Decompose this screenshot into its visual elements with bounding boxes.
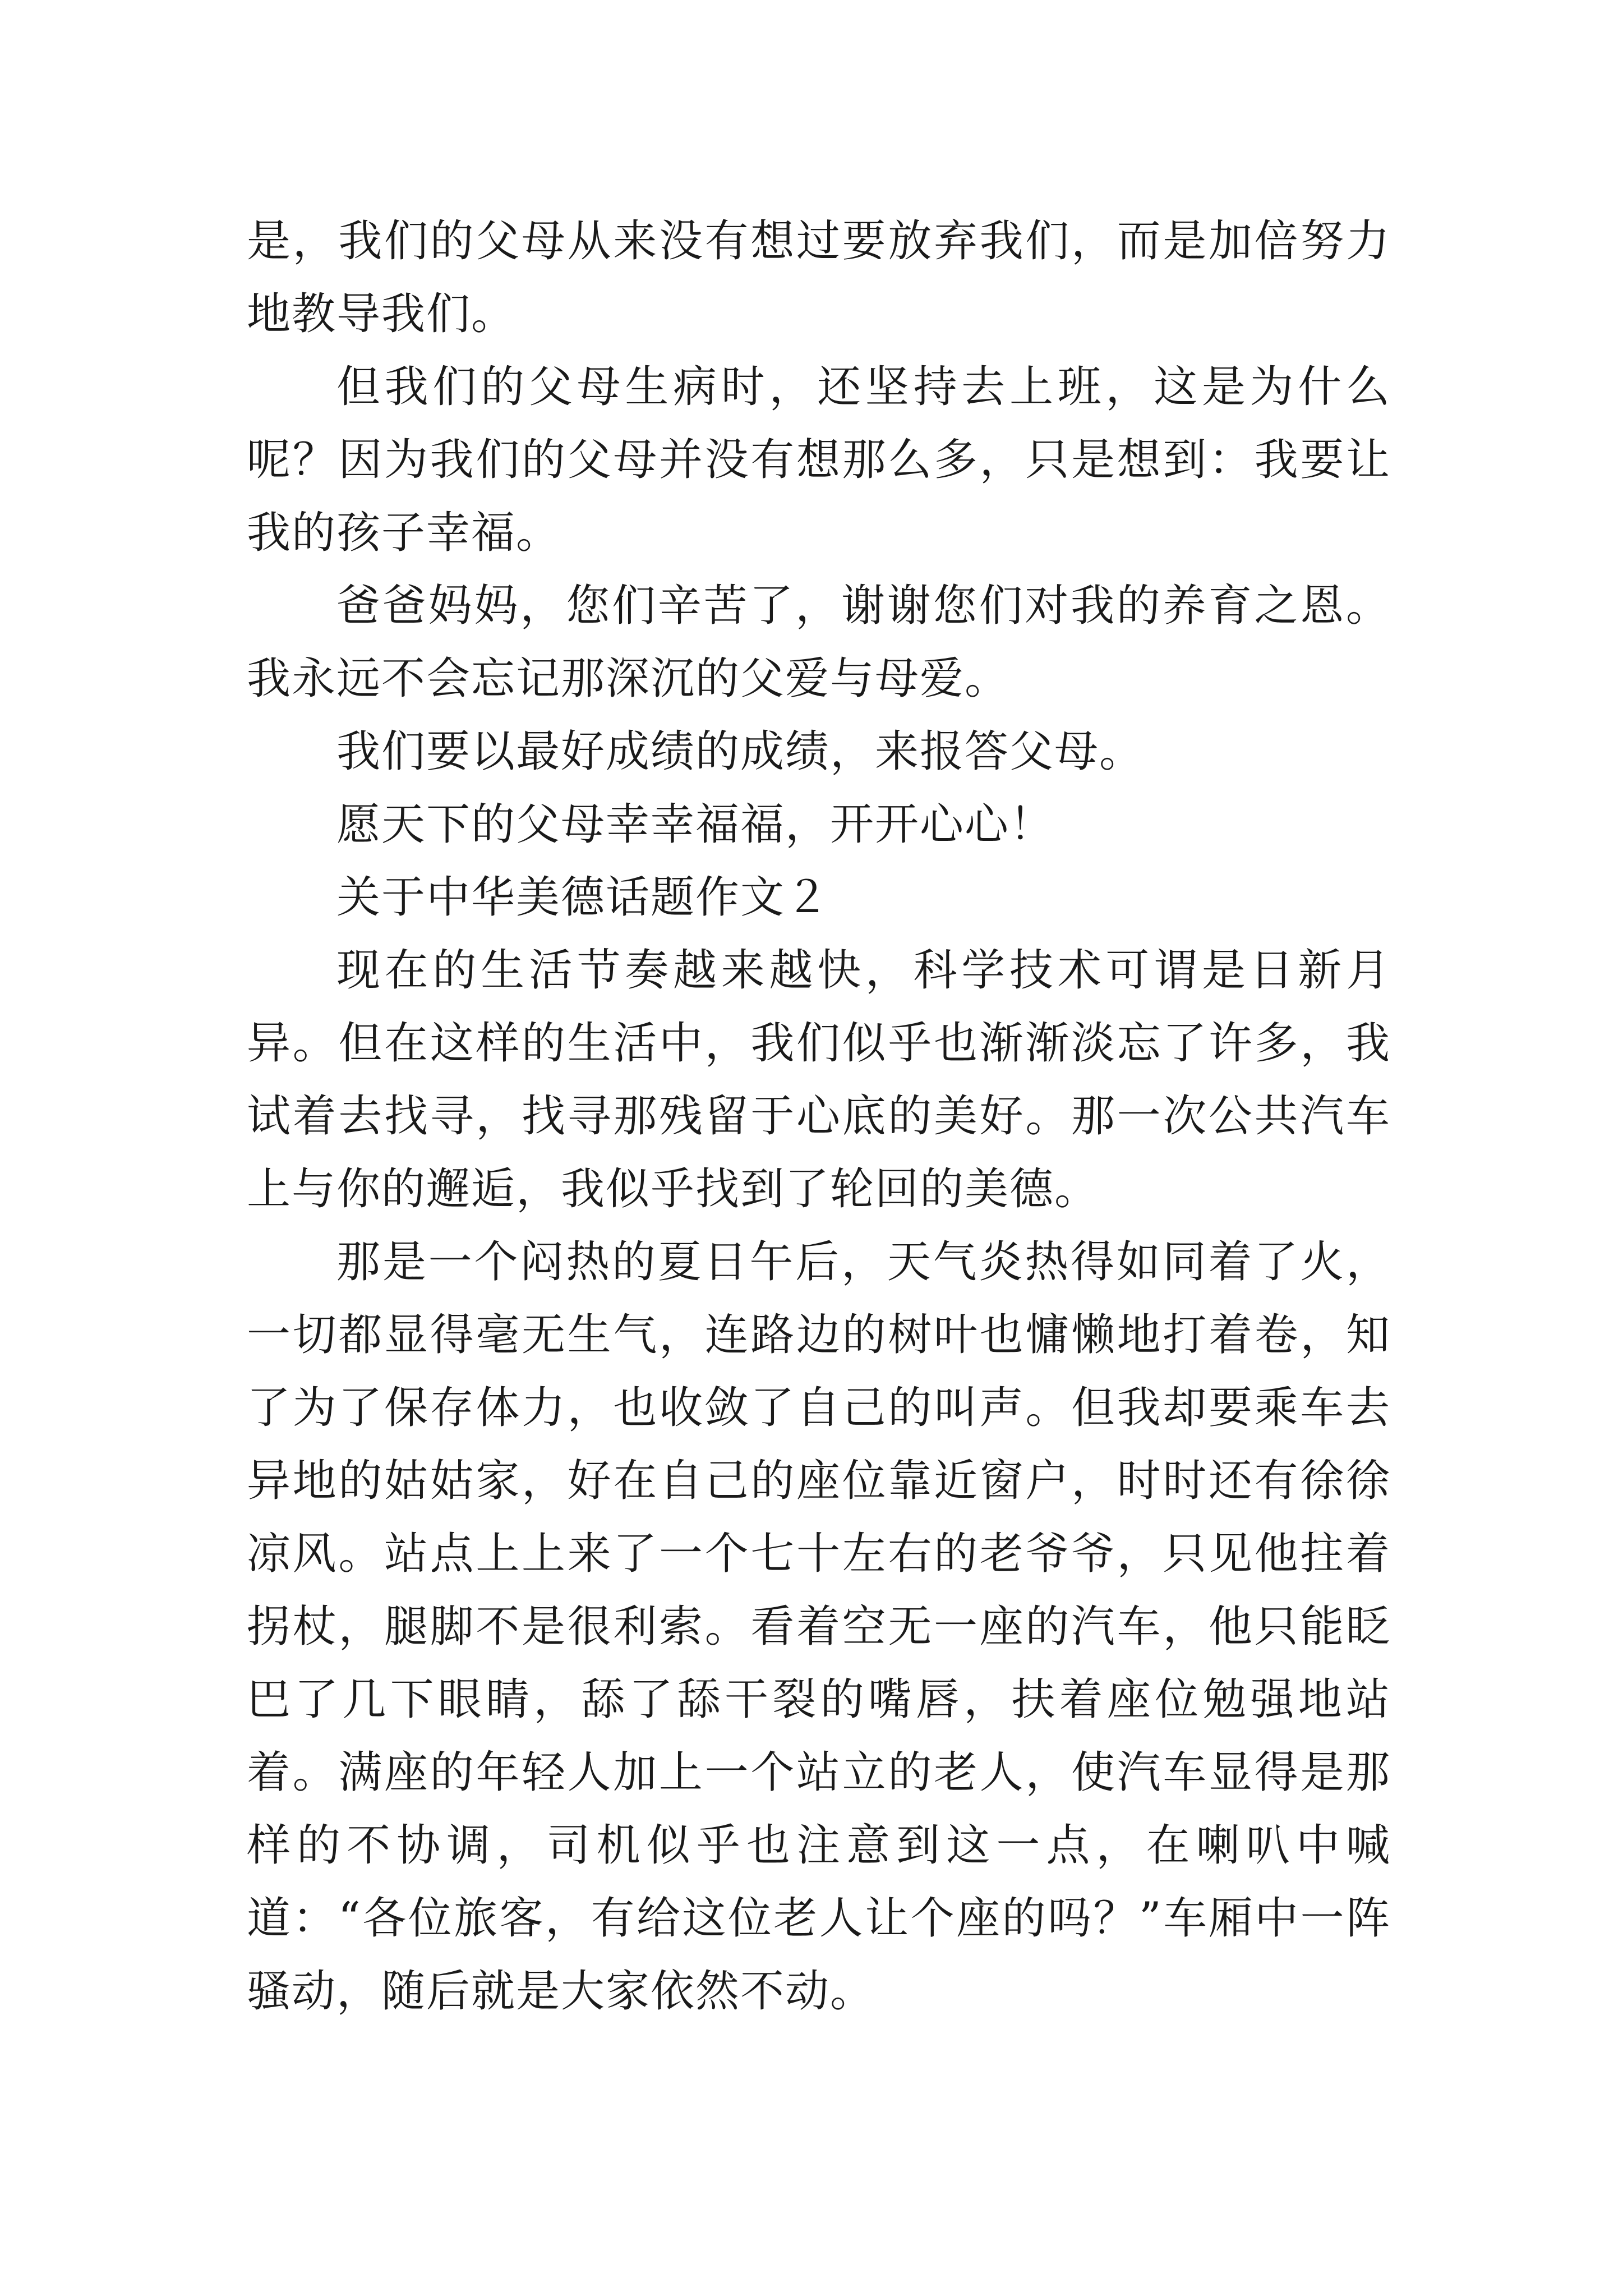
paragraph-2: 但我们的父母生病时，还坚持去上班，这是为什么呢？因为我们的父母并没有想那么多，只是想到：我要让我的孩子幸福。 (247, 362, 1391, 558)
paragraph-1: 是，我们的父母从来没有想过要放弃我们，而是加倍努力地教导我们。 (247, 216, 1391, 339)
paragraph-5: 愿天下的父母幸幸福福，开开心心！ (336, 799, 1055, 850)
paragraph-4: 我们要以最好成绩的成绩，来报答父母。 (336, 726, 1145, 777)
document-body (247, 205, 1391, 2028)
paragraph-7: 那是一个闷热的夏日午后，天气炎热得如同着了火，一切都显得毫无生气，连路边的树叶也慵懒地打着卷，知了为了保存体力，也收敛了自己的叫声。但我却要乘车去异地的姑姑家，好在自己的座位靠近窗户，时时还有徐徐凉风。站点上上来了一个七十左右的老爷爷，只见他拄着拐杖，腿脚不是很利索。看着空无一座的汽车，他只能眨巴了几下眼睛，舔了舔干裂的嘴唇，扶着座位勉强地站着。满座的年轻人加上一个站立的老人，使汽车显得是那样的不协调，司机似乎也注意到这一点，在喇叭中喊道：“各位旅客，有给这位老人让个座的吗？”车厢中一阵骚动，随后就是大家依然不动。 (247, 1237, 1391, 2017)
section-heading: 关于中华美德话题作文２ (336, 872, 831, 923)
paragraph-3: 爸爸妈妈，您们辛苦了，谢谢您们对我的养育之恩。我永远不会忘记那深沉的父爱与母爱。 (247, 581, 1391, 704)
paragraph-6: 现在的生活节奏越来越快，科学技术可谓是日新月异。但在这样的生活中，我们似乎也渐渐淡忘了许多，我试着去找寻，找寻那残留于心底的美好。那一次公共汽车上与你的邂逅，我似乎找到了轮回的美德。 (247, 945, 1391, 1214)
